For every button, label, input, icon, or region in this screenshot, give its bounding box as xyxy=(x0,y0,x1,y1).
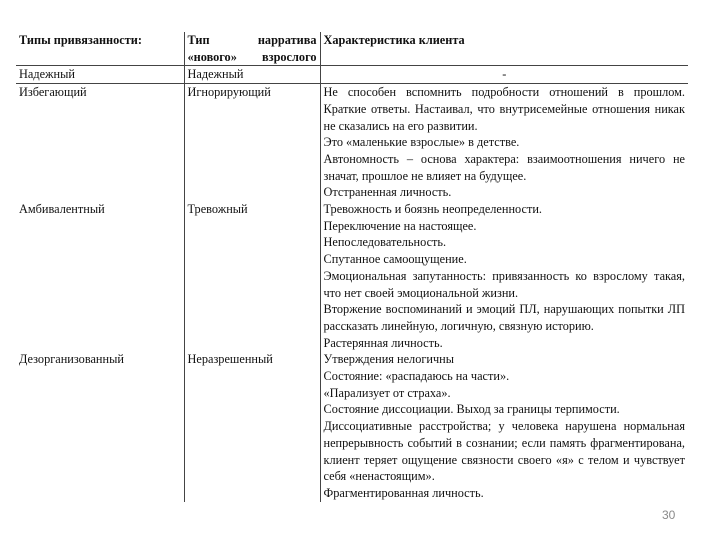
characteristic-line: - xyxy=(320,66,688,84)
characteristic-line: «Парализует от страха». xyxy=(323,385,451,400)
characteristic-line: Фрагментированная личность. xyxy=(323,485,484,500)
characteristic-line: Состояние диссоциации. Выход за границы терпимости. xyxy=(323,402,620,417)
characteristic-line: Переключение на настоящее. xyxy=(323,218,477,233)
characteristic-line: Спутанное самоощущение. xyxy=(323,252,467,267)
attachment-type-cell: Амбивалентный xyxy=(16,201,184,351)
characteristics-cell xyxy=(320,351,688,501)
narrative-type-cell: Игнорирующий xyxy=(184,84,320,201)
table-row xyxy=(16,66,688,84)
narrative-type-cell: Неразрешенный xyxy=(184,351,320,501)
characteristic-line: Не способен вспомнить подробности отношений в прошлом. Краткие ответы. Настаивал, что внутрисемейные отношения никак не сказались на его развитии. xyxy=(323,85,685,133)
attachment-type-cell: Дезорганизованный xyxy=(16,351,184,501)
characteristic-line: Автономность – основа характера: взаимоотношения ничего не значат, прошлое не влияет на будущее. xyxy=(323,151,685,183)
header-client-characteristics: Характеристика клиента xyxy=(320,32,688,66)
characteristic-line: Состояние: «распадаюсь на части». xyxy=(323,369,510,384)
characteristic-line: Тревожность и боязнь неопределенности. xyxy=(323,202,542,217)
attachment-type-cell: Надежный xyxy=(16,66,184,84)
characteristic-line: Утверждения нелогичны xyxy=(323,352,454,367)
characteristics-cell xyxy=(320,84,688,201)
characteristic-line: Эмоциональная запутанность: привязанность ко взрослому такая, что нет своей эмоциональной жизни. xyxy=(323,268,685,300)
page-number: 30 xyxy=(662,508,676,522)
narrative-type-cell: Тревожный xyxy=(184,201,320,351)
table-row xyxy=(16,201,688,351)
characteristic-line: Растерянная личность. xyxy=(323,335,443,350)
characteristic-line: Вторжение воспоминаний и эмоций ПЛ, нарушающих попытки ЛП рассказать линейную, логичную, связную историю. xyxy=(323,302,685,333)
characteristics-cell xyxy=(320,201,688,351)
table-row xyxy=(16,84,688,201)
characteristic-line: Диссоциативные расстройства; у человека нарушена нормальная непрерывность событий в сознании; если память фрагментирована, клиент теряет ощущение связности своего «я» с телом и чувствует себя «ненастоящим». xyxy=(323,419,685,484)
characteristic-line: Отстраненная личность. xyxy=(323,185,452,200)
table-header-row xyxy=(16,32,688,66)
characteristic-line: Это «маленькие взрослые» в детстве. xyxy=(323,135,520,150)
attachment-type-cell: Избегающий xyxy=(16,84,184,201)
header-attachment-types: Типы привязанности: xyxy=(16,32,184,66)
table-row xyxy=(16,351,688,501)
attachment-types-table xyxy=(16,32,688,502)
header-narrative-type: Тип нарратива «нового» взрослого xyxy=(184,32,320,66)
characteristic-line: Непоследовательность. xyxy=(323,235,447,250)
narrative-type-cell: Надежный xyxy=(184,66,320,84)
